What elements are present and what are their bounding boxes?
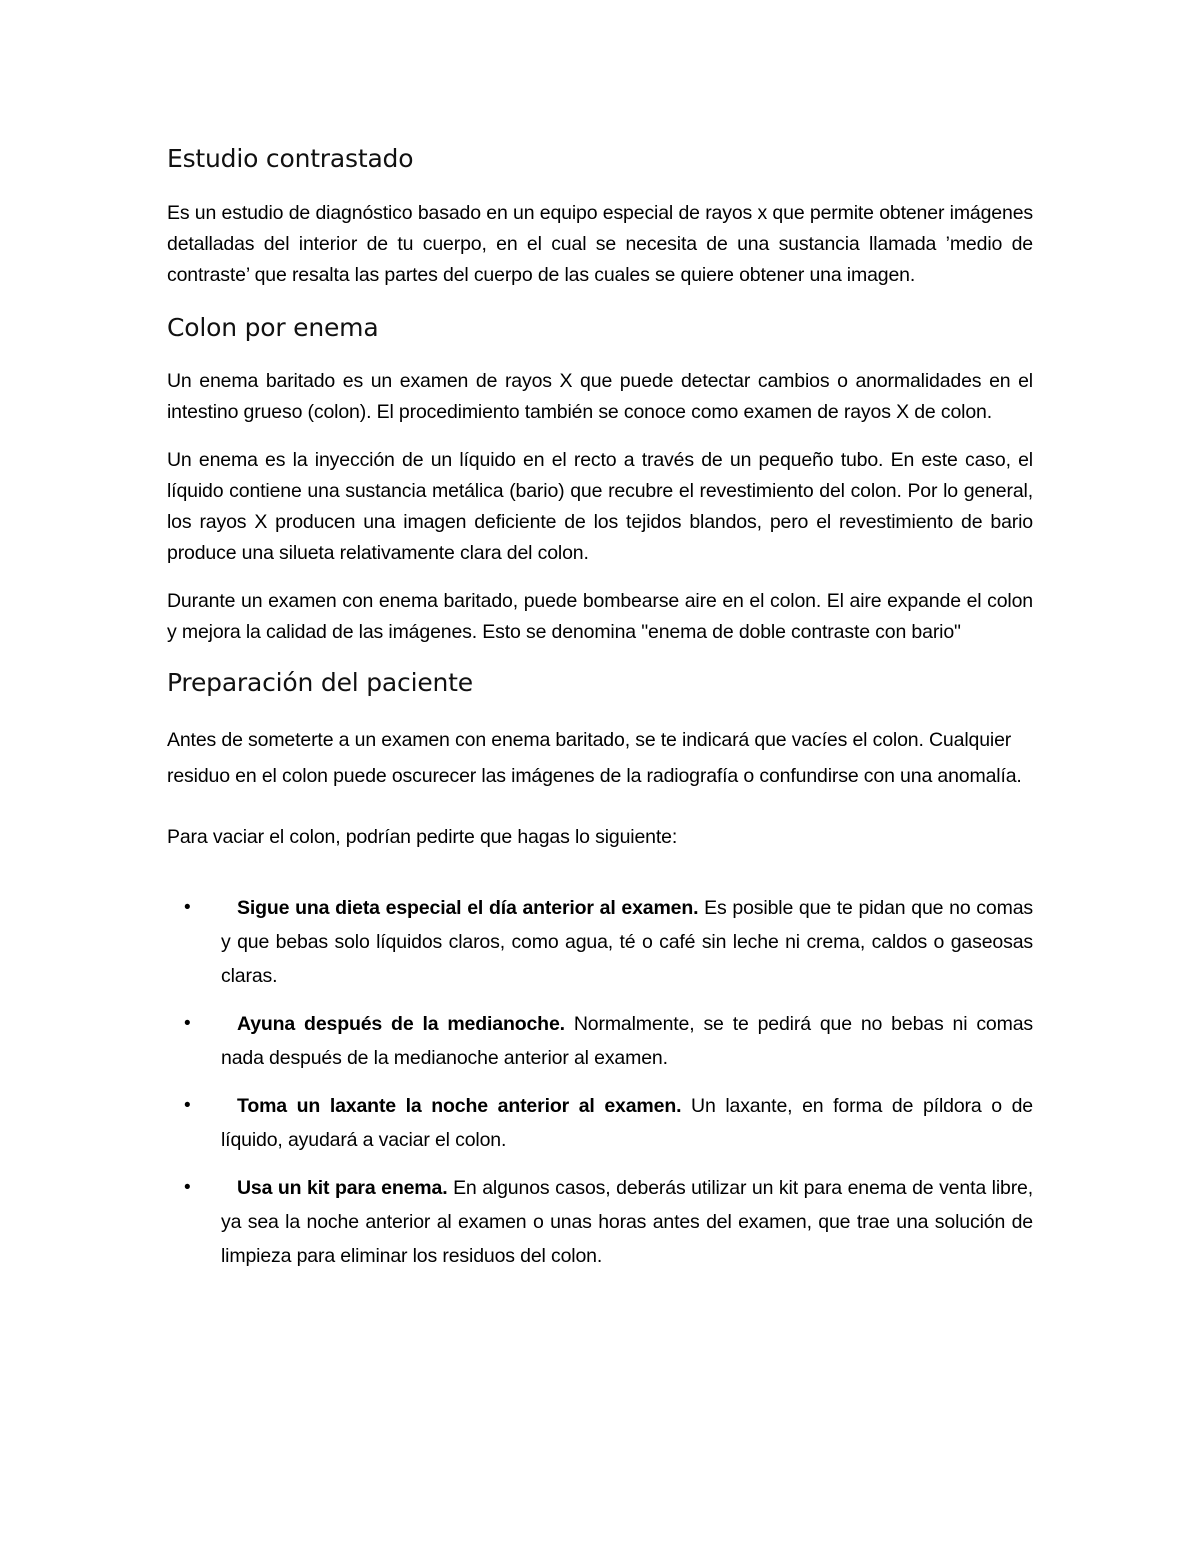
list-item bbox=[167, 891, 1033, 993]
list-item-lead: Ayuna después de la medianoche. bbox=[237, 1013, 565, 1035]
bullet-icon: • bbox=[184, 1013, 191, 1034]
bullet-icon: • bbox=[184, 1095, 191, 1116]
paragraph-preparacion-1: Antes de someterte a un examen con enema baritado, se te indicará que vacíes el colon. Cualquier residuo en el colon puede oscurecer las imágenes de la radiografía o confundirse con una anomalía. bbox=[167, 729, 1022, 787]
heading-estudio-contrastado: Estudio contrastado bbox=[167, 144, 414, 173]
paragraph-estudio: Es un estudio de diagnóstico basado en un equipo especial de rayos x que permite obtener imágenes detalladas del interior de tu cuerpo, en el cual se necesita de una sustancia llamada ’medio de contraste’ que resalta las partes del cuerpo de las cuales se quiere obtener una imagen. bbox=[167, 202, 1033, 286]
bullet-icon: • bbox=[184, 1177, 191, 1198]
bullet-icon: • bbox=[184, 897, 191, 918]
paragraph-colon-1: Un enema baritado es un examen de rayos X que puede detectar cambios o anormalidades en el intestino grueso (colon). El procedimiento también se conoce como examen de rayos X de colon. bbox=[167, 370, 1033, 423]
list-item-text: Es posible que te pidan que no comas y que bebas solo líquidos claros, como agua, té o café sin leche ni crema, caldos o gaseosas claras. bbox=[221, 897, 1033, 987]
list-item-text: Un laxante, en forma de píldora o de líquido, ayudará a vaciar el colon. bbox=[221, 1095, 1033, 1151]
paragraph-colon-3: Durante un examen con enema baritado, puede bombearse aire en el colon. El aire expande el colon y mejora la calidad de las imágenes. Esto se denomina "enema de doble contraste con bario" bbox=[167, 590, 1033, 643]
preparation-list bbox=[167, 891, 1033, 1273]
document-page bbox=[167, 138, 1033, 1287]
list-item bbox=[167, 1171, 1033, 1273]
list-item bbox=[167, 1007, 1033, 1075]
heading-colon-por-enema: Colon por enema bbox=[167, 313, 379, 342]
list-item-text: Normalmente, se te pedirá que no bebas ni comas nada después de la medianoche anterior al examen. bbox=[221, 1013, 1034, 1069]
heading-preparacion-del-paciente: Preparación del paciente bbox=[167, 668, 473, 697]
list-item-lead: Sigue una dieta especial el día anterior al examen. bbox=[237, 897, 699, 919]
list-item-text: En algunos casos, deberás utilizar un kit para enema de venta libre, ya sea la noche anterior al examen o unas horas antes del examen, que trae una solución de limpieza para eliminar los residuos del colon. bbox=[221, 1177, 1033, 1267]
paragraph-colon-2: Un enema es la inyección de un líquido en el recto a través de un pequeño tubo. En este caso, el líquido contiene una sustancia metálica (bario) que recubre el revestimiento del colon. Por lo general, los rayos X producen una imagen deficiente de los tejidos blandos, pero el revestimiento de bario produce una silueta relativamente clara del colon. bbox=[167, 449, 1033, 564]
list-item-lead: Usa un kit para enema. bbox=[237, 1177, 448, 1199]
list-item-lead: Toma un laxante la noche anterior al examen. bbox=[237, 1095, 682, 1117]
list-item bbox=[167, 1089, 1033, 1157]
paragraph-preparacion-2: Para vaciar el colon, podrían pedirte que hagas lo siguiente: bbox=[167, 826, 678, 848]
